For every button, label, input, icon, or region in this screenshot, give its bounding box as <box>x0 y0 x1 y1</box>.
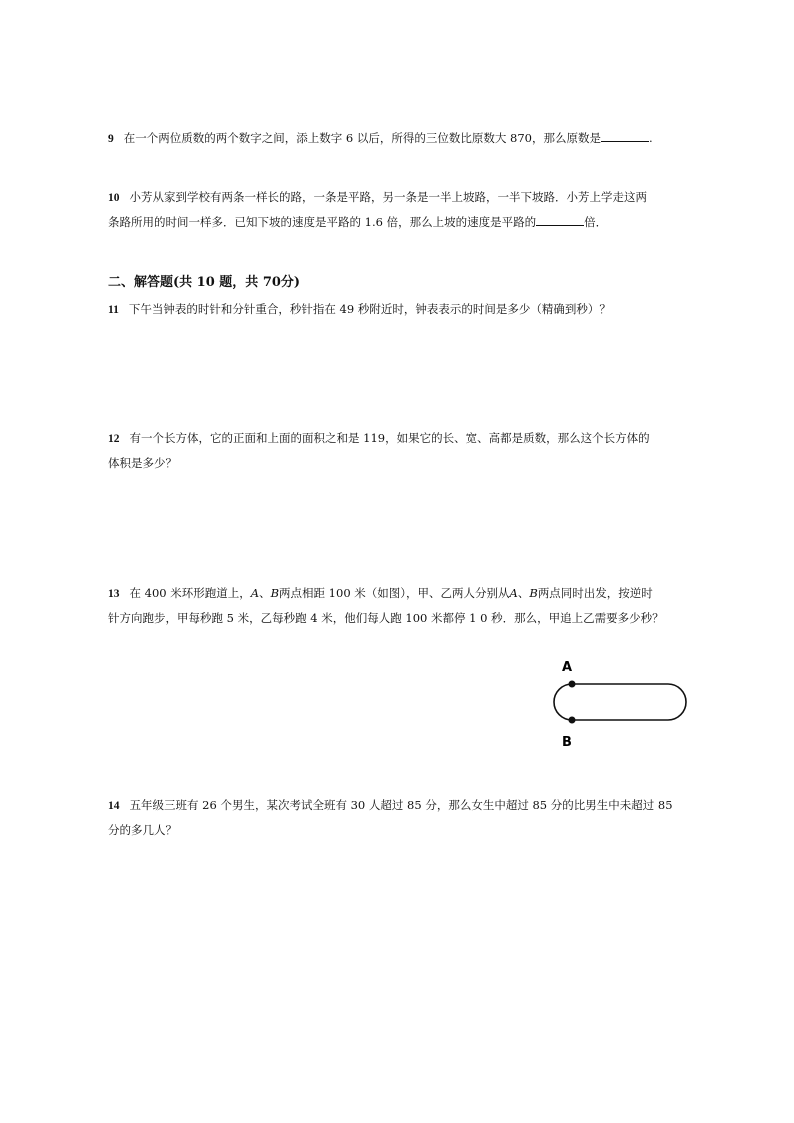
answer-blank <box>536 213 584 226</box>
question-number: 11 <box>108 304 119 316</box>
question-10 <box>108 185 688 234</box>
question-text: 五年级三班有 26 个男生，某次考试全班有 30 人超过 85 分，那么女生中超过 85 分的比男生中未超过 85 <box>129 798 673 812</box>
point-b-marker <box>569 717 576 724</box>
track-outline <box>554 684 686 720</box>
question-line <box>108 185 688 210</box>
point-a-marker <box>569 681 576 688</box>
point-b-label: B <box>562 735 572 750</box>
question-text: 两点相距 100 米（如图），甲、乙两人分别从 <box>279 586 510 600</box>
question-text: 在一个两位质数的两个数字之间，添上数字 6 以后，所得的三位数比原数大 870，那么原数是 <box>123 131 601 145</box>
question-text: 分的多几人？ <box>108 823 177 837</box>
question-line <box>108 426 688 451</box>
answer-blank <box>601 129 649 142</box>
question-14 <box>108 793 688 842</box>
question-line <box>108 818 688 842</box>
question-line <box>108 581 688 606</box>
question-11 <box>108 297 688 322</box>
question-12 <box>108 426 688 475</box>
question-line <box>108 606 688 630</box>
question-text: 两点同时出发，按逆时 <box>537 586 653 600</box>
question-13 <box>108 581 688 630</box>
question-number: 14 <box>108 800 120 812</box>
running-track-figure <box>548 656 690 752</box>
separator: 、 <box>517 586 530 600</box>
separator: 、 <box>259 586 271 600</box>
point-a-label: A <box>250 586 260 600</box>
point-a-label: A <box>509 586 518 600</box>
question-number: 9 <box>108 133 114 145</box>
question-text: 小芳从家到学校有两条一样长的路，一条是平路，另一条是一半上坡路，一半下坡路．小芳上学走这两 <box>129 190 647 204</box>
question-text: 在 400 米环形跑道上， <box>129 586 251 600</box>
question-line <box>108 210 688 234</box>
question-text: 下午当钟表的时针和分针重合，秒针指在 49 秒附近时，钟表表示的时间是多少（精确到秒）？ <box>128 302 611 316</box>
question-text: 有一个长方体，它的正面和上面的面积之和是 119，如果它的长、宽、高都是质数，那么这个长方体的 <box>129 431 650 445</box>
question-text: 针方向跑步，甲每秒跑 5 米，乙每秒跑 4 米，他们每人跑 100 米都停 1 0 秒．那么，甲追上乙需要多少秒？ <box>108 611 664 625</box>
question-number: 10 <box>108 192 120 204</box>
question-text: 体积是多少？ <box>108 456 177 470</box>
question-9 <box>108 126 688 151</box>
point-b-label: B <box>270 586 280 600</box>
question-number: 13 <box>108 588 120 600</box>
question-tail: . <box>648 131 653 145</box>
question-tail: 倍． <box>584 215 608 229</box>
question-line <box>108 793 688 818</box>
question-text: 条路所用的时间一样多．已知下坡的速度是平路的 1.6 倍，那么上坡的速度是平路的 <box>108 215 537 229</box>
point-b-label: B <box>529 586 538 600</box>
question-number: 12 <box>108 433 120 445</box>
question-line <box>108 451 688 475</box>
section-heading: 二、解答题(共 10 题，共 70分) <box>108 275 301 290</box>
point-a-label: A <box>562 660 573 675</box>
